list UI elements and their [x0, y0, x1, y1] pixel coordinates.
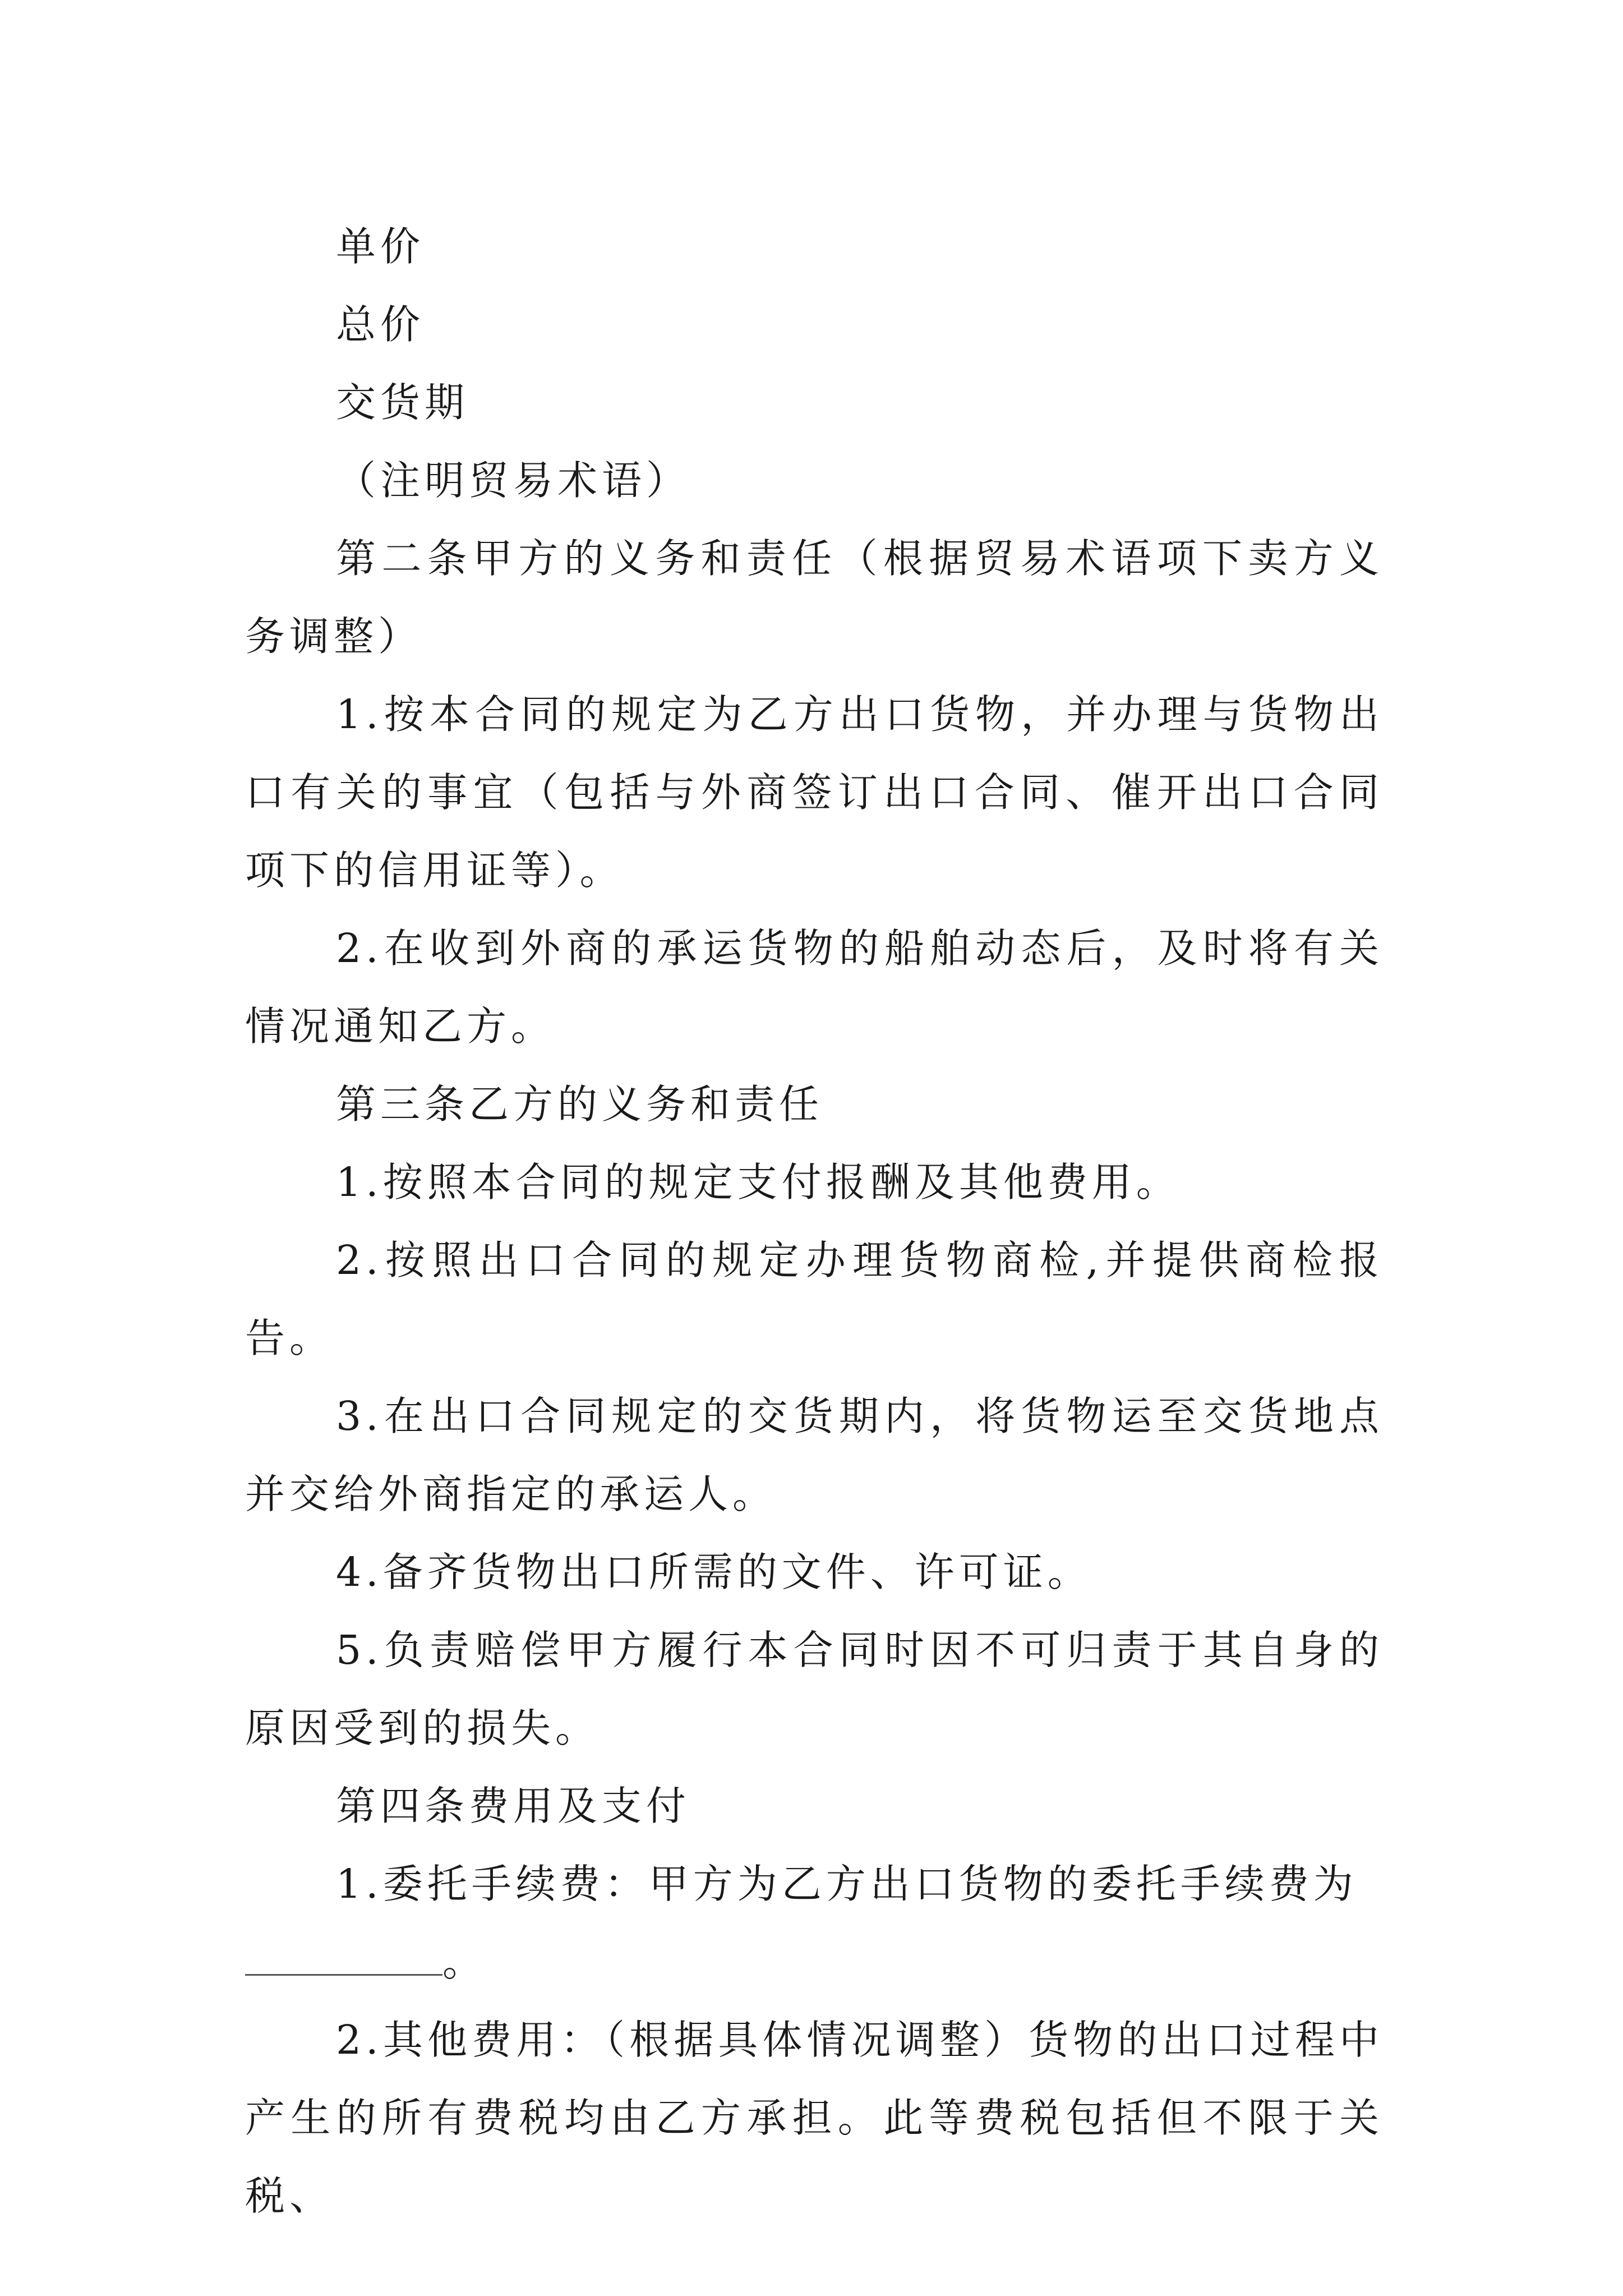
fee-blank-field[interactable] [245, 1940, 442, 1976]
article-3-clause-5: 5.负责赔偿甲方履行本合同时因不可归责于其自身的原因受到的损失。 [245, 1627, 1384, 1751]
fee-blank-period: 。 [442, 1939, 487, 1985]
article-3-clause-1: 1.按照本合同的规定支付报酬及其他费用。 [336, 1159, 1181, 1205]
fee-blank-line [245, 1923, 1384, 2001]
article-4-clause-1: 1.委托手续费：甲方为乙方出口货物的委托手续费为 [336, 1861, 1358, 1907]
article-4-heading: 第四条费用及支付 [336, 1783, 691, 1829]
article-4-clause-2: 2.其他费用：（根据具体情况调整）货物的出口过程中产生的所有费税均由乙方承担。此等费税包括但不限于关税、 [245, 2017, 1384, 2219]
article-3-clause-3: 3.在出口合同规定的交货期内，将货物运至交货地点并交给外商指定的承运人。 [245, 1393, 1384, 1517]
article-3-clause-2: 2.按照出口合同的规定办理货物商检,并提供商检报告。 [245, 1237, 1384, 1361]
article-3-heading: 第三条乙方的义务和责任 [336, 1081, 824, 1128]
article-3-clause-4: 4.备齐货物出口所需的文件、许可证。 [336, 1549, 1092, 1595]
total-price-item: 总价 [336, 301, 425, 348]
unit-price-item: 单价 [336, 223, 425, 270]
delivery-period-item: 交货期 [336, 379, 469, 426]
article-2-clause-2: 2.在收到外商的承运货物的船舶动态后，及时将有关情况通知乙方。 [245, 925, 1384, 1050]
contract-body [245, 208, 1384, 2235]
trade-terms-note: （注明贸易术语） [336, 457, 691, 504]
article-2-clause-1: 1.按本合同的规定为乙方出口货物，并办理与货物出口有关的事宜（包括与外商签订出口合同、催开出口合同项下的信用证等）。 [245, 691, 1384, 894]
article-2-heading: 第二条甲方的义务和责任（根据贸易术语项下卖方义务调整） [245, 535, 1384, 660]
